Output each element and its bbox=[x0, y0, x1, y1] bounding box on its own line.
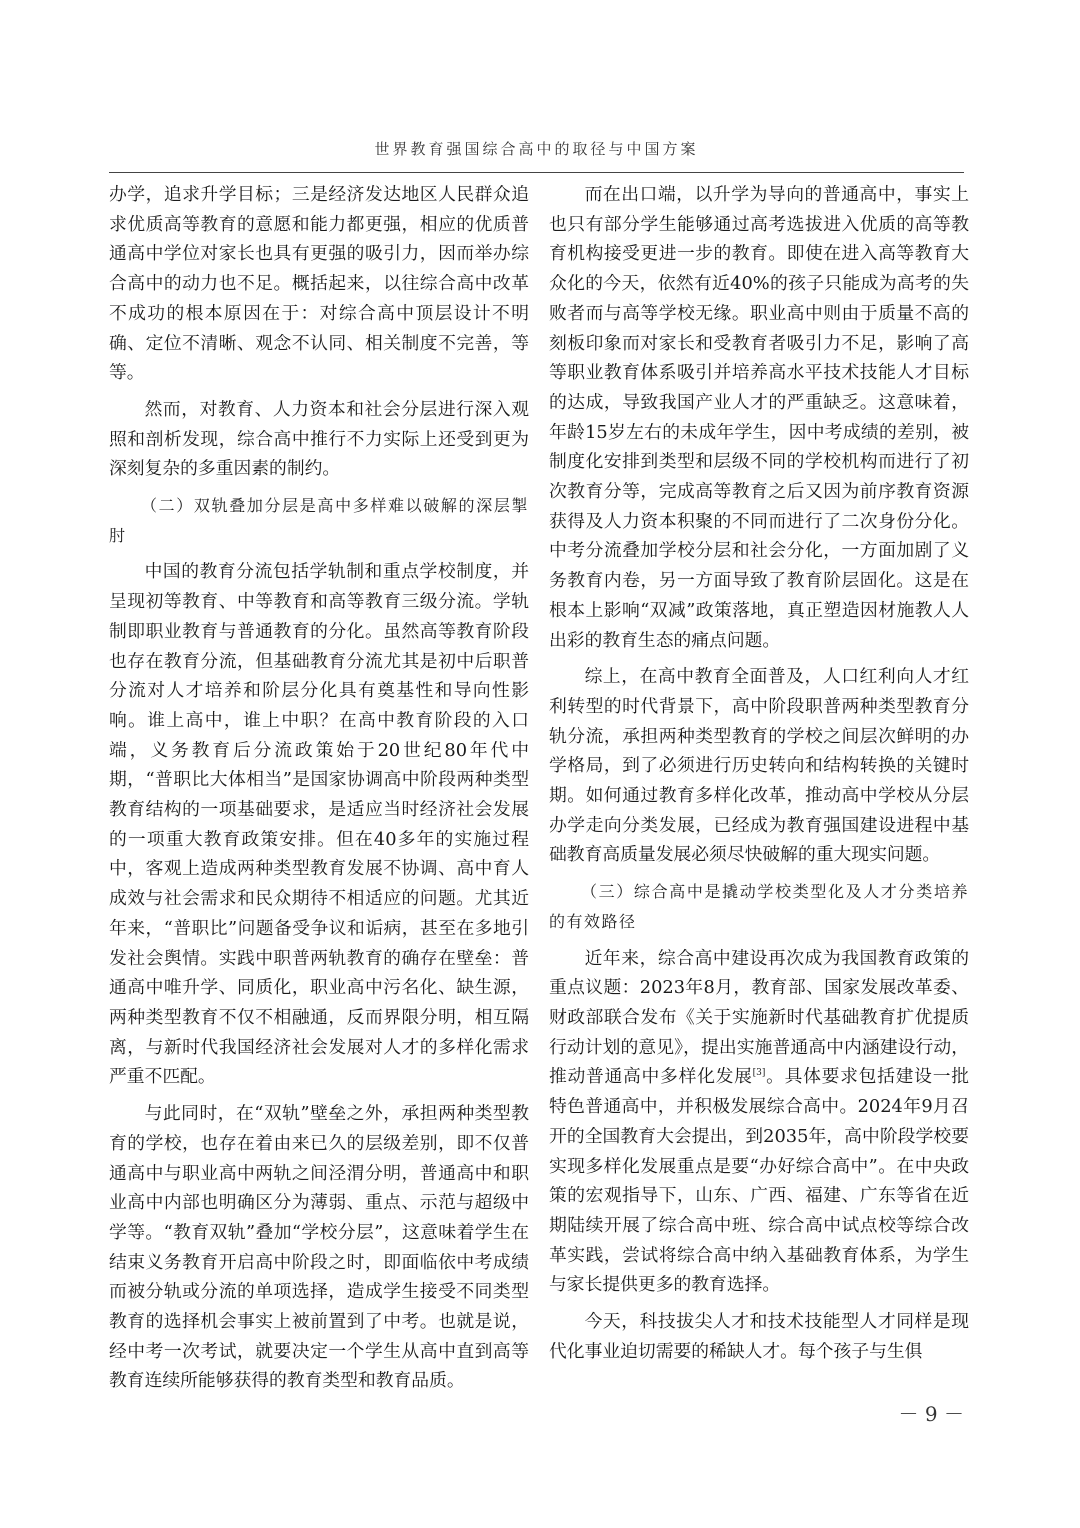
paragraph: 与此同时，在“双轨”壁垒之外，承担两种类型教育的学校，也存在着由来已久的层级差别，即不仅普通高中与职业高中两轨之间泾渭分明，普通高中和职业高中内部也明确区分为薄弱、重点、示范与超级中学等。“教育双轨”叠加“学校分层”，这意味着学生在结束义务教育开启高中阶段之时，即面临依中考成绩而被分轨或分流的单项选择，造成学生接受不同类型教育的选择机会事实上被前置到了中考。也就是说，经中考一次考试，就要决定一个学生从高中直到高等教育连续所能够获得的教育类型和教育品质。 bbox=[109, 1103, 529, 1392]
paragraph: 今天，科技拔尖人才和技术技能型人才同样是现代化事业迫切需要的稀缺人才。每个孩子与生俱 bbox=[549, 1311, 969, 1362]
footnote-marker[interactable]: [3] bbox=[752, 1068, 766, 1079]
paragraph-text: 近年来，综合高中建设再次成为我国教育政策的重点议题：2023年8月，教育部、国家发展改革委、财政部联合发布《关于实施新时代基础教育扩优提质行动计划的意见》，提出实施普通高中内涵建设行动，推动普通高中多样化发展 bbox=[549, 947, 969, 1088]
header-rule bbox=[109, 172, 964, 173]
paragraph: 然而，对教育、人力资本和社会分层进行深入观照和剖析发现，综合高中推行不力实际上还受到更为深刻复杂的多重因素的制约。 bbox=[109, 398, 529, 480]
paragraph-text: 。具体要求包括建设一批特色普通高中，并积极发展综合高中。2024年9月召开的全国教育大会提出，到2035年，高中阶段学校要实现多样化发展重点是要“办好综合高中”。在中央政策的宏观指导下，山东、广西、福建、广东等省在近期陆续开展了综合高中班、综合高中试点校等综合改革实践，尝试将综合高中纳入基础教育体系，为学生与家长提供更多的教育选择。 bbox=[549, 1066, 969, 1296]
right-column bbox=[549, 180, 969, 1373]
page-number: － 9 － bbox=[898, 1402, 964, 1426]
section-heading: （三）综合高中是撬动学校类型化及人才分类培养的有效路径 bbox=[549, 882, 969, 931]
paragraph bbox=[549, 944, 969, 1300]
left-column bbox=[109, 180, 529, 1403]
section-heading: （二）双轨叠加分层是高中多样难以破解的深层掣肘 bbox=[109, 496, 529, 545]
running-header: 世界教育强国综合高中的取径与中国方案 bbox=[374, 140, 699, 158]
paragraph: 而在出口端，以升学为导向的普通高中，事实上也只有部分学生能够通过高考选拔进入优质的高等教育机构接受更进一步的教育。即使在进入高等教育大众化的今天，依然有近40%的孩子只能成为高考的失败者而与高等学校无缘。职业高中则由于质量不高的刻板印象而对家长和受教育者吸引力不足，影响了高等职业教育体系吸引并培养高水平技术技能人才目标的达成，导致我国产业人才的严重缺乏。这意味着，年龄15岁左右的未成年学生，因中考成绩的差别，被制度化安排到类型和层级不同的学校机构而进行了初次教育分等，完成高等教育之后又因为前序教育资源获得及人力资本积聚的不同而进行了二次身份分化。中考分流叠加学校分层和社会分化，一方面加剧了义务教育内卷，另一方面导致了教育阶层固化。这是在根本上影响“双减”政策落地，真正塑造因材施教人人出彩的教育生态的痛点问题。 bbox=[549, 184, 969, 651]
paragraph: 综上，在高中教育全面普及，人口红利向人才红利转型的时代背景下，高中阶段职普两种类型教育分轨分流，承担两种类型教育的学校之间层次鲜明的办学格局，到了必须进行历史转向和结构转换的关键时期。如何通过教育多样化改革，推动高中学校从分层办学走向分类发展，已经成为教育强国建设进程中基础教育高质量发展必须尽快破解的重大现实问题。 bbox=[549, 666, 969, 866]
paragraph: 办学，追求升学目标；三是经济发达地区人民群众追求优质高等教育的意愿和能力都更强，相应的优质普通高中学位对家长也具有更强的吸引力，因而举办综合高中的动力也不足。概括起来，以往综合高中改革不成功的根本原因在于：对综合高中顶层设计不明确、定位不清晰、观念不认同、相关制度不完善，等等。 bbox=[109, 184, 529, 384]
paragraph: 中国的教育分流包括学轨制和重点学校制度，并呈现初等教育、中等教育和高等教育三级分流。学轨制即职业教育与普通教育的分化。虽然高等教育阶段也存在教育分流，但基础教育分流尤其是初中后职普分流对人才培养和阶层分化具有奠基性和导向性影响。谁上高中，谁上中职？在高中教育阶段的入口端，义务教育后分流政策始于20世纪80年代中期，“普职比大体相当”是国家协调高中阶段两种类型教育结构的一项基础要求，是适应当时经济社会发展的一项重大教育政策安排。但在40多年的实施过程中，客观上造成两种类型教育发展不协调、高中育人成效与社会需求和民众期待不相适应的问题。尤其近年来，“普职比”问题备受争议和诟病，甚至在多地引发社会舆情。实践中职普两轨教育的确存在壁垒：普通高中唯升学、同质化，职业高中污名化、缺生源，两种类型教育不仅不相融通，反而界限分明，相互隔离，与新时代我国经济社会发展对人才的多样化需求严重不匹配。 bbox=[109, 561, 529, 1088]
